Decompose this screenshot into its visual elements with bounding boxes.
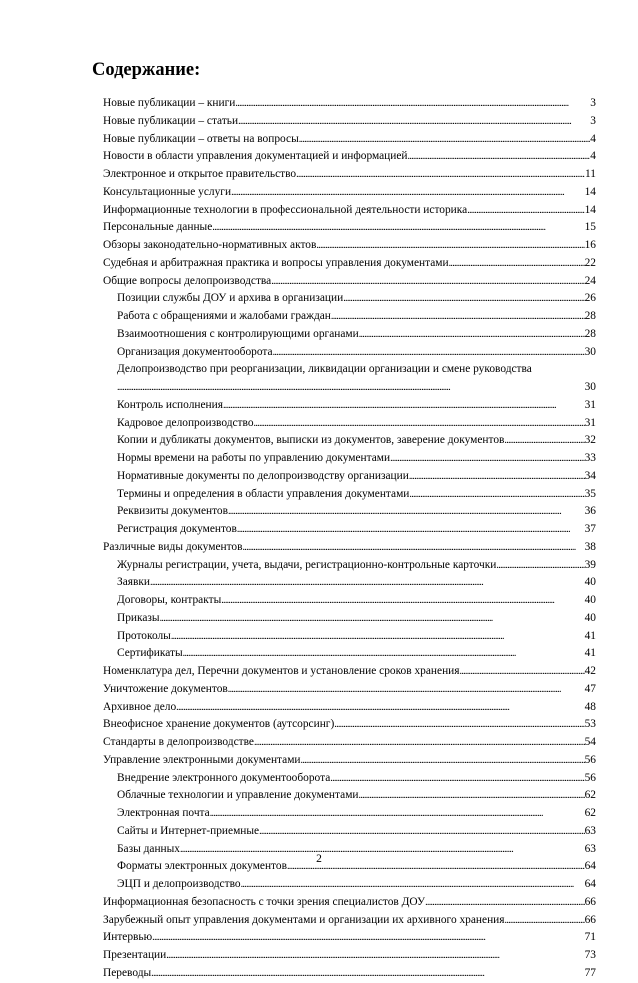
- page-number: 2: [316, 853, 322, 865]
- toc-entry-title: Позиции службы ДОУ и архива в организации: [117, 292, 344, 305]
- toc-entry-page: 73: [584, 949, 596, 961]
- toc-entry-title: Работа с обращениями и жалобами граждан: [117, 310, 331, 322]
- toc-leader-dots: [296, 166, 585, 184]
- toc-entry-page: 64: [584, 860, 596, 873]
- toc-entry-title: Обзоры законодательно-нормативных актов: [103, 239, 317, 251]
- toc-entry-title: Заявки: [117, 576, 151, 589]
- toc-leader-dots: [505, 912, 585, 930]
- toc-entry[interactable]: [103, 397, 596, 415]
- toc-entry-page: 28: [584, 310, 596, 322]
- toc-entry-page: 53: [584, 718, 596, 731]
- toc-entry-page: 62: [584, 789, 596, 802]
- toc-entry-title: Новые публикации – статьи: [103, 114, 239, 127]
- toc-entry-page: 66: [584, 913, 596, 926]
- toc-entry-title: Архивное дело: [103, 700, 177, 713]
- toc-entry-page: 34: [584, 469, 596, 482]
- toc-entry-title: Стандарты в делопроизводстве: [103, 736, 254, 748]
- toc-entry-page: 16: [584, 239, 596, 251]
- toc-entry-page: 48: [584, 700, 596, 713]
- toc-entry-title: Интервью: [103, 931, 153, 944]
- toc-entry-title: Консультационные услуги: [103, 185, 232, 198]
- toc-entry-page: 77: [584, 966, 596, 979]
- toc-leader-dots: [117, 379, 585, 397]
- toc-entry-title: Приказы: [117, 611, 160, 624]
- toc-entry[interactable]: [103, 326, 596, 344]
- toc-leader-dots: [504, 432, 584, 450]
- toc-leader-dots: [160, 610, 585, 628]
- toc-entry[interactable]: [103, 557, 596, 575]
- toc-entry-title: ЭЦП и делопроизводство: [117, 878, 241, 890]
- toc-leader-dots: [183, 645, 585, 663]
- toc-entry[interactable]: [103, 148, 596, 166]
- toc-entry-title: Зарубежный опыт управления документами и организации их архивного хранения: [103, 913, 505, 926]
- toc-entry[interactable]: [103, 166, 596, 184]
- toc-leader-dots: [301, 752, 585, 770]
- toc-leader-dots: [331, 308, 585, 326]
- toc-entry-page: 41: [584, 647, 596, 660]
- toc-leader-dots: [408, 148, 591, 166]
- toc-entry[interactable]: [103, 610, 596, 628]
- toc-entry-page: 36: [584, 505, 596, 518]
- toc-entry-title: Новости в области управления документацией и информацией: [103, 150, 408, 163]
- toc-list: [103, 95, 596, 983]
- toc-entry[interactable]: [103, 486, 596, 504]
- toc-entry[interactable]: [103, 645, 596, 663]
- toc-entry-page: 40: [584, 594, 596, 606]
- toc-entry-page: 40: [584, 576, 596, 589]
- toc-entry-title: Нормы времени на работы по управлению документами: [117, 452, 391, 464]
- toc-entry-page: 63: [584, 842, 596, 855]
- toc-entry[interactable]: [103, 699, 596, 717]
- toc-entry[interactable]: [103, 876, 596, 894]
- toc-entry-title: Новые публикации – книги: [103, 97, 236, 109]
- toc-entry-page: 28: [584, 327, 596, 340]
- toc-entry-title: Внедрение электронного документооборота: [117, 771, 331, 784]
- toc-entry-page: 38: [584, 540, 596, 553]
- toc-entry[interactable]: [103, 805, 596, 823]
- toc-entry-page: 26: [584, 292, 596, 305]
- toc-leader-dots: [496, 557, 584, 575]
- toc-entry-page: 42: [584, 665, 596, 677]
- toc-leader-dots: [171, 628, 585, 646]
- toc-entry-page: 31: [584, 398, 596, 411]
- toc-leader-dots: [210, 805, 585, 823]
- toc-entry[interactable]: [103, 184, 596, 202]
- toc-entry-page: 63: [584, 824, 596, 837]
- toc-entry[interactable]: [103, 539, 596, 557]
- toc-entry[interactable]: [103, 628, 596, 646]
- toc-entry[interactable]: [103, 947, 596, 965]
- toc-leader-dots: [316, 237, 584, 255]
- toc-leader-dots: [243, 539, 585, 557]
- toc-leader-dots: [460, 663, 585, 681]
- toc-entry-page: 14: [584, 185, 596, 198]
- toc-entry-title: Переводы: [103, 966, 152, 979]
- toc-entry-page: 3: [590, 114, 596, 127]
- toc-entry-title: Различные виды документов: [103, 540, 243, 553]
- toc-entry-title: Протоколы: [117, 629, 171, 642]
- toc-leader-dots: [299, 131, 591, 149]
- toc-entry-title: Управление электронными документами: [103, 753, 301, 766]
- toc-entry-title: Номенклатура дел, Перечни документов и установление сроков хранения: [103, 665, 460, 677]
- toc-leader-dots: [235, 95, 590, 113]
- toc-entry-title: Делопроизводство при реорганизации, ликвидации организации и смене руководства: [117, 363, 532, 376]
- toc-entry-page: 56: [584, 771, 596, 784]
- toc-entry-title: Сайты и Интернет-приемные: [117, 824, 260, 837]
- toc-entry[interactable]: [103, 131, 596, 149]
- toc-entry-page: 4: [590, 150, 596, 163]
- toc-entry-page: 3: [590, 97, 596, 109]
- toc-leader-dots: [228, 503, 585, 521]
- toc-entry-page: 24: [584, 274, 596, 287]
- toc-leader-dots: [152, 929, 584, 947]
- toc-leader-dots: [223, 397, 585, 415]
- toc-entry-page: 47: [584, 682, 596, 695]
- toc-entry-page: 22: [584, 256, 596, 269]
- toc-entry[interactable]: [103, 450, 596, 468]
- toc-entry[interactable]: [103, 308, 596, 326]
- toc-entry-page: 56: [584, 753, 596, 766]
- toc-entry[interactable]: [103, 290, 596, 308]
- toc-entry-title: Облачные технологии и управление документами: [117, 789, 359, 802]
- toc-entry-page: 14: [584, 203, 596, 216]
- toc-entry-title: Договоры, контракты: [117, 594, 222, 606]
- toc-leader-dots: [150, 574, 585, 592]
- toc-entry[interactable]: [103, 521, 596, 539]
- toc-entry-title: Презентации: [103, 949, 167, 961]
- toc-entry-page: 30: [584, 381, 596, 393]
- toc-entry-title: Журналы регистрации, учета, выдачи, регистрационно-контрольные карточки: [117, 558, 497, 571]
- toc-leader-dots: [212, 219, 584, 237]
- toc-leader-dots: [409, 468, 585, 486]
- toc-leader-dots: [334, 716, 584, 734]
- toc-entry[interactable]: [103, 273, 596, 291]
- toc-entry[interactable]: [103, 237, 596, 255]
- toc-entry-title: Копии и дубликаты документов, выписки из документов, заверение документов: [117, 434, 505, 447]
- toc-leader-dots: [271, 273, 584, 291]
- toc-entry[interactable]: [103, 929, 596, 947]
- toc-entry[interactable]: [103, 255, 596, 273]
- toc-leader-dots: [273, 344, 585, 362]
- toc-entry-title: Информационная безопасность с точки зрения специалистов ДОУ: [103, 895, 426, 908]
- toc-entry-page: 32: [584, 434, 596, 447]
- toc-heading: Содержание:: [92, 60, 201, 80]
- toc-entry-page: 30: [584, 345, 596, 358]
- toc-entry-page: 35: [584, 487, 596, 500]
- toc-entry[interactable]: [103, 415, 596, 433]
- toc-leader-dots: [467, 202, 584, 220]
- toc-entry[interactable]: [103, 770, 596, 788]
- toc-leader-dots: [166, 947, 584, 965]
- toc-entry[interactable]: [103, 95, 596, 113]
- toc-leader-dots: [254, 734, 585, 752]
- toc-entry-title: Судебная и арбитражная практика и вопросы управления документами: [103, 256, 449, 269]
- toc-entry[interactable]: [103, 663, 596, 681]
- toc-entry-title: Контроль исполнения: [117, 398, 223, 411]
- toc-leader-dots: [409, 486, 584, 504]
- toc-entry-page: 40: [584, 611, 596, 624]
- toc-entry-page: 71: [584, 931, 596, 944]
- toc-leader-dots: [151, 965, 584, 983]
- toc-entry[interactable]: [103, 574, 596, 592]
- toc-entry[interactable]: [103, 716, 596, 734]
- toc-entry[interactable]: [103, 592, 596, 610]
- toc-entry-page: 41: [584, 629, 596, 642]
- toc-leader-dots: [231, 184, 585, 202]
- toc-leader-dots: [176, 699, 584, 717]
- toc-entry-title: Общие вопросы делопроизводства: [103, 274, 272, 287]
- toc-entry-title: Кадровое делопроизводство: [117, 416, 254, 429]
- toc-entry-title: Сертификаты: [117, 647, 183, 660]
- toc-entry[interactable]: [103, 219, 596, 237]
- toc-leader-dots: [359, 787, 585, 805]
- toc-leader-dots: [390, 450, 585, 468]
- toc-entry-page: 15: [584, 221, 596, 234]
- toc-entry-page: 37: [584, 523, 596, 535]
- toc-entry-title: Форматы электронных документов: [117, 860, 287, 873]
- toc-leader-dots: [241, 876, 585, 894]
- toc-entry-title: Электронная почта: [117, 807, 210, 819]
- toc-leader-dots: [254, 415, 585, 433]
- toc-entry-title: Электронное и открытое правительство: [103, 168, 297, 180]
- toc-entry-title: Информационные технологии в профессиональной деятельности историка: [103, 203, 468, 216]
- toc-entry-page: 4: [590, 132, 596, 145]
- toc-entry[interactable]: [103, 344, 596, 362]
- toc-entry[interactable]: [103, 734, 596, 752]
- toc-entry-title: Регистрация документов: [117, 523, 237, 535]
- toc-entry[interactable]: [103, 787, 596, 805]
- toc-entry[interactable]: [103, 432, 596, 450]
- toc-leader-dots: [343, 290, 584, 308]
- toc-leader-dots: [221, 592, 584, 610]
- toc-leader-dots: [228, 681, 585, 699]
- toc-entry-title: Реквизиты документов: [117, 505, 228, 518]
- toc-entry-page: 39: [584, 558, 596, 571]
- toc-leader-dots: [237, 521, 585, 539]
- toc-entry-title: Новые публикации – ответы на вопросы: [103, 132, 299, 145]
- toc-entry-title: Нормативные документы по делопроизводству организации: [117, 469, 409, 482]
- toc-leader-dots: [259, 823, 585, 841]
- toc-entry-title: Уничтожение документов: [103, 682, 228, 695]
- toc-leader-dots: [330, 770, 584, 788]
- toc-entry-page: 64: [584, 878, 596, 890]
- toc-entry[interactable]: [103, 965, 596, 983]
- toc-entry-title: Термины и определения в области управления документами: [117, 487, 410, 500]
- toc-leader-dots: [449, 255, 585, 273]
- toc-entry-page: 11: [585, 168, 596, 180]
- toc-leader-dots: [238, 113, 590, 131]
- toc-entry-title: Взаимоотношения с контролирующими органами: [117, 327, 359, 340]
- toc-entry-page: 31: [584, 416, 596, 429]
- toc-entry-title: Базы данных: [117, 842, 180, 855]
- toc-entry[interactable]: [103, 113, 596, 131]
- toc-entry[interactable]: [103, 468, 596, 486]
- toc-entry[interactable]: [103, 912, 596, 930]
- toc-entry-title: Персональные данные: [103, 221, 213, 234]
- toc-entry-title: Организация документооборота: [117, 345, 273, 358]
- toc-leader-dots: [359, 326, 585, 344]
- toc-entry[interactable]: [103, 681, 596, 699]
- toc-entry-title: Внеофисное хранение документов (аутсорсинг): [103, 718, 335, 731]
- toc-entry[interactable]: [103, 823, 596, 841]
- toc-entry-page: 66: [584, 895, 596, 908]
- toc-entry[interactable]: [103, 202, 596, 220]
- toc-entry[interactable]: [103, 503, 596, 521]
- toc-entry-page: 54: [584, 736, 596, 748]
- toc-entry-page: 33: [584, 452, 596, 464]
- toc-entry-page: 62: [584, 807, 596, 819]
- toc-entry[interactable]: [103, 361, 596, 397]
- toc-entry[interactable]: [103, 752, 596, 770]
